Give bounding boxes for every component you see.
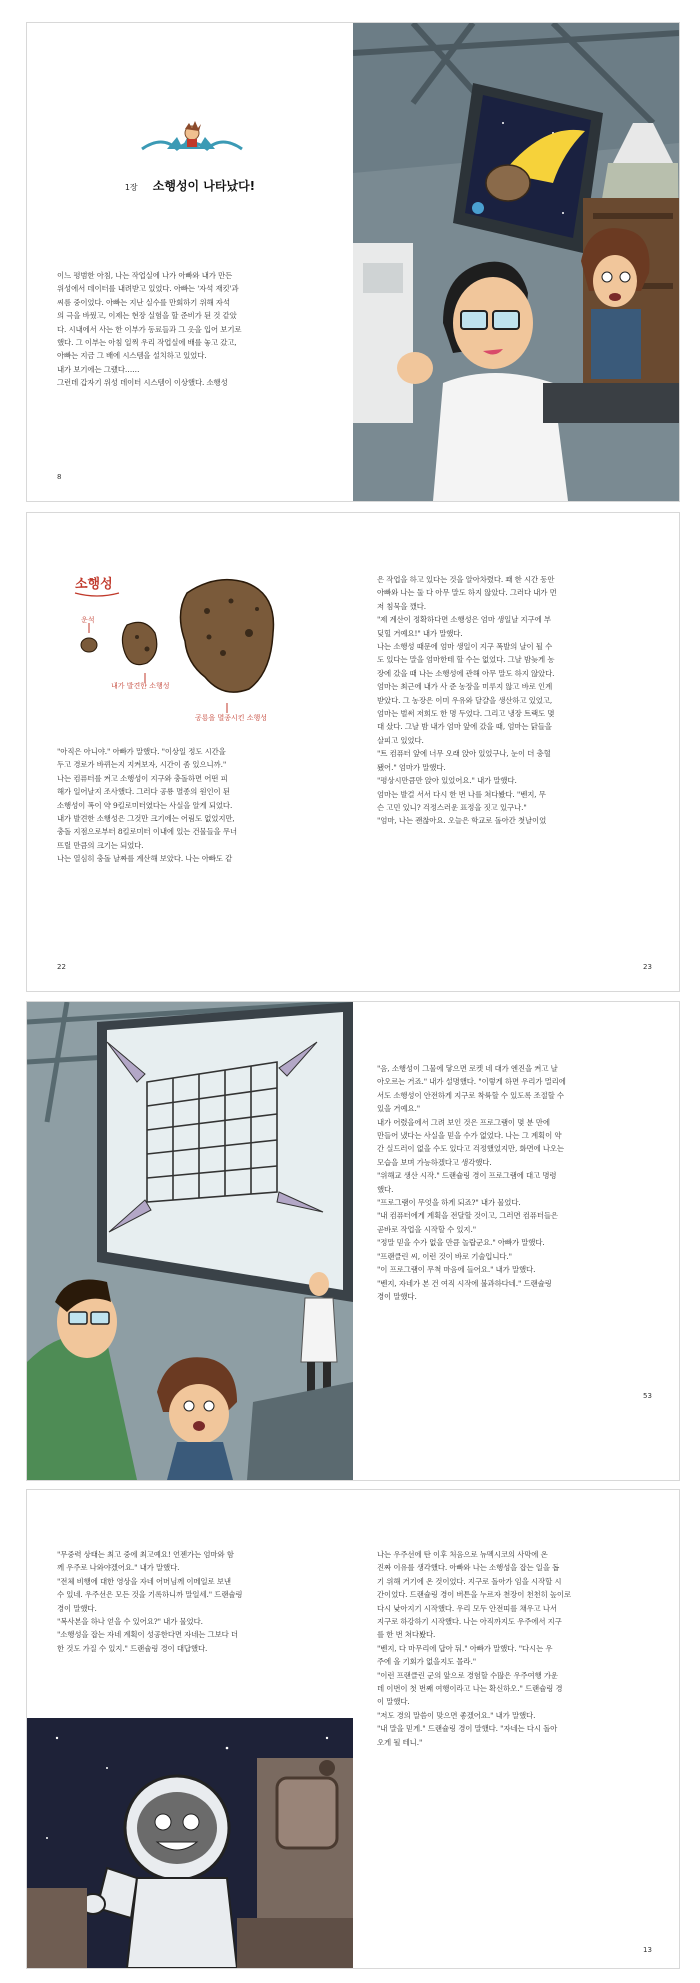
page-22 <box>27 513 353 991</box>
lab-scene-illustration <box>353 23 679 501</box>
body-text: 이느 평범한 아침, 나는 작업실에 나가 아빠와 내가 만든 위성에서 데이터를 내려받고 있었다. 아빠는 '자석 재킷'과 씨름 중이었다. 아빠는 지난 실수를 만회하기 위해 자석 의 극을 바꿨고, 이제는 현장 실험을 할 준비가 된 것 같았 다. 시내에서 사는 한 이부가 동료들과 그 옷을 입어 보기로 했다. 그 이부는 아침 일찍 우리 작업실에 배를 놓고 갔고, 아빠는 지금 그 배에 시스템을 설치하고 있었다. 내가 보기에는 그랬다…… 그런데 갑자기 위성 데이터 시스템이 이상했다. 소행성 <box>57 271 242 388</box>
chapter-number: 1장 <box>124 183 138 192</box>
page-8 <box>27 23 353 501</box>
chapter-title: 소행성이 나타났다! <box>152 179 256 193</box>
page-number: 13 <box>643 1946 652 1954</box>
body-text-right: 은 작업을 하고 있다는 것을 알아차렸다. 꽤 한 시간 동안 아빠와 나는 둘 다 아무 말도 하지 않았다. 그러다 내가 먼 저 침묵을 깼다. "제 계산이 정확하다면 소행성은 엄마 생일날 지구에 부 딪힐 거예요!" 내가 말했다. 나는 소행성 때문에 엄마 생일이 지구 폭발의 날이 될 수 도 있다는 말을 엄마한테 할 수는 없었다. 그날 밤늦게 농 장에 갔을 때 나는 소행성에 관해 아무 말도 하지 않았다. 엄마는 최근에 내가 사 준 농장을 미루지 않고 바로 인계 받았다. 그 농장은 이미 우유와 달걀을 생산하고 있었고, 엄마는 벌써 저희도 한 명 두었다. 그리고 냉장 트랙도 몇 대 샀다. 그날 밤 내가 엄마 앞에 갔을 때, 엄마는 닭들을 살피고 있었다. "트 컴퓨터 앞에 너무 오래 앉아 있었구나, 눈이 더 충혈 됐어." 엄마가 말했다. "평상시만큼만 앉아 있었어요." 내가 말했다. 엄마는 발걸 서서 다시 한 번 나를 쳐다봤다. "벤지, 무 슨 고민 있니? 걱정스러운 표정을 짓고 있구나." "엄마, 나는 괜찮아요. 오늘은 학교로 돌아간 첫날이었 <box>377 575 557 826</box>
body-text: "음, 소행성이 그물에 닿으면 로켓 네 대가 엔진을 켜고 날 아오르는 거죠." 내가 설명했다. "이렇게 하면 우리가 멀리에 서도 소행성이 안전하게 지구로 착륙할 수 있도록 조절할 수 있을 거예요." 내가 어렸을에서 그려 보인 것은 프로그램이 몇 분 만에 만들어 냈다는 사실을 믿을 수가 없었다. 나는 그 계획이 약 간 실드러이 없을 수도 있다고 걱정했었지만, 화면에 나오는 모습을 보며 가능하겠다고 생각했다. "위해교 생산 시작." 드랜슐링 경이 프로그램에 대고 명령 했다. "프로그램이 무엇을 하게 되죠?" 내가 물었다. "내 컴퓨터에게 계획을 전달할 것이고, 그러면 컴퓨터들은 곧바로 작업을 시작할 수 있지." "정말 믿을 수가 없을 만큼 놀랍군요." 아빠가 말했다. "프랜클린 씨, 이런 것이 바로 기술입니다." "이 프로그램이 무척 마음에 들어요." 내가 말했다. "벤지, 자네가 본 건 여직 시작에 불과하다네." 드랜슐링 경이 말했다. <box>377 1064 566 1301</box>
body-text-right: 나는 우주선에 탄 이후 처음으로 뉴멕시코의 사막에 온 진짜 이유를 생각했다. 아빠와 나는 소행성을 잡는 일을 돕 기 위해 거기에 온 것이었다. 지구로 돌아가 임을 시작할 시 간이었다. 드랜슐링 경이 버튼을 누르자 천장이 천천히 높이로 다시 낮아지기 시작했다. 우리 모두 안전띠를 채우고 나서 지구로 하강하기 시작했다. 나는 아직까지도 우주에서 지구 를 한 번 쳐다봤다. "벤지, 다 마무리에 답아 둬." 아빠가 말했다. "다시는 우 주에 올 기회가 없을지도 몰라." "이런 프랜클린 군의 앞으로 경험할 수많은 우주여행 가운 데 이번이 첫 번째 여행이라고 나는 확신하오." 드랜슐링 경 이 말했다. "저도 경의 말씀이 맞으면 좋겠어요." 내가 말했다. "내 말을 믿게." 드랜슐링 경이 말했다. "자네는 다시 돌아 오게 될 테니." <box>377 1550 571 1747</box>
page-number: 8 <box>57 473 62 481</box>
astronaut-illustration <box>27 1718 353 1968</box>
body-text-left: "아직은 아니야." 아빠가 말했다. "이상일 정도 시간을 두고 경로가 바뀌는지 지켜보자, 시간이 좀 있으니까." 나는 컴퓨터를 켜고 소행성이 지구와 충돌하면 어떤 피 해가 일어날지 조사했다. 그러다 공룡 멸종의 원인이 된 소행성이 폭이 약 9킬로미터였다는 사실을 알게 되었다. 내가 발견한 소행성은 그것만 크기에는 어림도 없었지만, 충돌 지점으로부터 8킬로미터 이내에 있는 건물들을 무너 뜨릴 만큼의 크기는 되었다. 나는 열심히 충돌 날짜를 계산해 보았다. 나는 아빠도 같 <box>57 747 238 864</box>
page-number-right: 23 <box>643 963 652 971</box>
asteroid-size-diagram <box>27 513 353 743</box>
page-number-left: 22 <box>57 963 66 971</box>
chapter-heading <box>27 175 353 194</box>
net-plan-illustration <box>27 1002 353 1480</box>
chapter-ornament <box>137 115 247 160</box>
illustration-net-plan <box>27 1002 353 1480</box>
diagram-title: 소행성 <box>75 577 113 592</box>
page-number: 53 <box>643 1392 652 1400</box>
asteroid-large <box>180 580 273 692</box>
spread-4 <box>26 1489 680 1969</box>
label-my-asteroid: 내가 발견한 소행성 <box>111 682 170 690</box>
spread-3 <box>26 1001 680 1481</box>
page-23 <box>353 513 679 991</box>
asteroid-small <box>81 638 97 652</box>
page-53 <box>353 1002 679 1480</box>
page-13 <box>353 1490 679 1968</box>
page-left <box>27 1490 353 1968</box>
illustration-lab-monitor <box>353 23 679 501</box>
body-text-left: "무중력 상태는 최고 중에 최고예요! 언젠가는 엄마와 함 께 우주로 나와야겠어요." 내가 말했다. "전체 비행에 대한 영상을 자네 어머님께 이메일로 보낸 수 있네. 우주선은 모든 것을 기록하니까 말일세." 드랜슐링 경이 말했다. "복사본을 하나 얻을 수 있어요?" 내가 물었다. "소행성을 잡는 자네 계획이 성공한다면 자네는 그보다 더 한 것도 가질 수 있지." 드랜슐링 경이 대답했다. <box>57 1550 243 1653</box>
monitor <box>453 83 603 253</box>
asteroid-medium <box>122 622 156 664</box>
label-meteorite: 운석 <box>81 616 95 624</box>
spread-2 <box>26 512 680 992</box>
spread-1 <box>26 22 680 502</box>
display-screen <box>97 1002 353 1302</box>
label-dinosaur-asteroid: 공룡을 멸종시킨 소행성 <box>195 714 268 722</box>
